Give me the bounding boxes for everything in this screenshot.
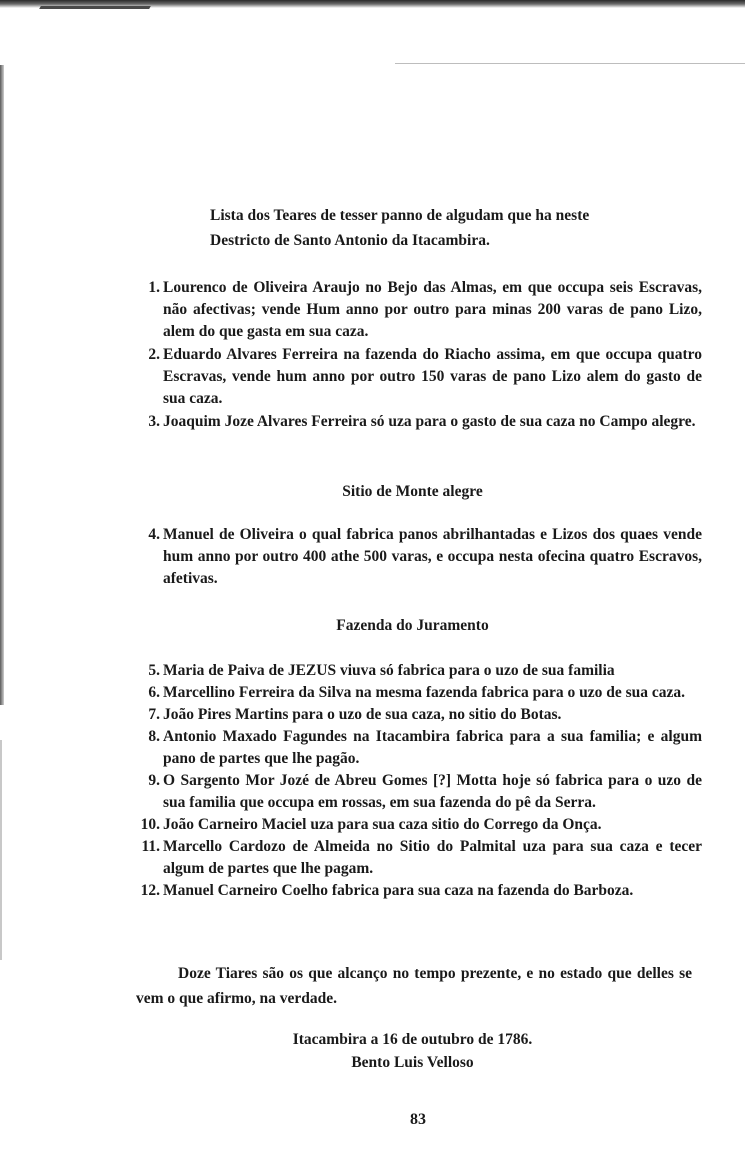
list-item <box>132 836 702 880</box>
item-number: 4. <box>148 526 160 543</box>
item-text: Maria de Paiva de JEZUS viuva só fabrica para o uzo de sua familia <box>163 662 615 679</box>
scan-rule <box>395 63 745 64</box>
item-text: Antonio Maxado Fagundes na Itacambira fabrica para a sua familia; e algum pano de partes que lhe pagão. <box>163 728 702 767</box>
item-number: 10. <box>140 816 160 833</box>
item-number: 7. <box>148 706 160 723</box>
list-item <box>132 726 702 770</box>
item-number: 2. <box>148 346 160 363</box>
item-number: 11. <box>141 838 160 855</box>
page-number: 83 <box>410 1111 426 1128</box>
list-item <box>132 880 702 902</box>
item-text: Joaquim Joze Alvares Ferreira só uza para o gasto de sua caza no Campo alegre. <box>163 413 696 430</box>
list-item <box>132 344 702 410</box>
item-list-2 <box>132 524 702 590</box>
item-number: 9. <box>148 772 160 789</box>
item-text: Manuel de Oliveira o qual fabrica panos abrilhantadas e Lizos dos quaes vende hum anno por outro 400 athe 500 varas, e occupa nesta ofecina quatro Escravos, afetivas. <box>163 526 702 587</box>
list-item <box>132 814 702 836</box>
list-item <box>132 682 702 704</box>
signature-name: Bento Luis Velloso <box>351 1054 474 1071</box>
item-number: 8. <box>148 728 160 745</box>
item-text: João Carneiro Maciel uza para sua caza sitio do Corrego da Onça. <box>163 816 602 833</box>
item-number: 6. <box>148 684 160 701</box>
item-text: Marcellino Ferreira da Silva na mesma fazenda fabrica para o uzo de sua caza. <box>163 684 686 701</box>
item-text: Lourenco de Oliveira Araujo no Bejo das Almas, em que occupa seis Escravas, não afectivas; vende Hum anno por outro para minas 200 varas de pano Lizo, alem do que gasta em sua caza. <box>163 279 702 340</box>
list-item <box>132 524 702 590</box>
closing-paragraph: Doze Tiares são os que alcanço no tempo prezente, e no estado que delles se vem o que afirmo, na verdade. <box>136 965 692 1007</box>
item-list-3 <box>132 660 702 902</box>
item-number: 1. <box>148 279 160 296</box>
section-heading: Fazenda do Juramento <box>336 617 489 634</box>
scan-left-edge <box>0 65 4 705</box>
item-number: 3. <box>148 413 160 430</box>
list-item <box>132 277 702 343</box>
item-list-1 <box>132 277 702 433</box>
item-text: Marcello Cardozo de Almeida no Sitio do Palmital uza para sua caza e tecer algum de partes que lhe pagam. <box>163 838 702 877</box>
item-number: 5. <box>148 662 160 679</box>
list-item <box>132 770 702 814</box>
document-title: Lista dos Teares de tesser panno de algudam que ha neste Destricto de Santo Antonio da Itacambira. <box>210 207 590 249</box>
scan-mark <box>39 6 151 9</box>
item-text: O Sargento Mor Jozé de Abreu Gomes [?] Motta hoje só fabrica para o uzo de sua familia que occupa em rossas, em sua fazenda do pê da Serra. <box>163 772 702 811</box>
signature-date: Itacambira a 16 de outubro de 1786. <box>292 1031 533 1048</box>
item-text: João Pires Martins para o uzo de sua caza, no sitio do Botas. <box>163 706 562 723</box>
scan-left-edge-lower <box>0 740 2 960</box>
item-text: Eduardo Alvares Ferreira na fazenda do Riacho assima, em que occupa quatro Escravas, vende hum anno por outro 150 varas de pano Lizo alem do gasto de sua caza. <box>163 346 702 407</box>
list-item <box>132 704 702 726</box>
list-item <box>132 411 702 433</box>
section-heading: Sitio de Monte alegre <box>342 483 483 500</box>
list-item <box>132 660 702 682</box>
item-number: 12. <box>140 882 160 899</box>
item-text: Manuel Carneiro Coelho fabrica para sua caza na fazenda do Barboza. <box>163 882 634 899</box>
